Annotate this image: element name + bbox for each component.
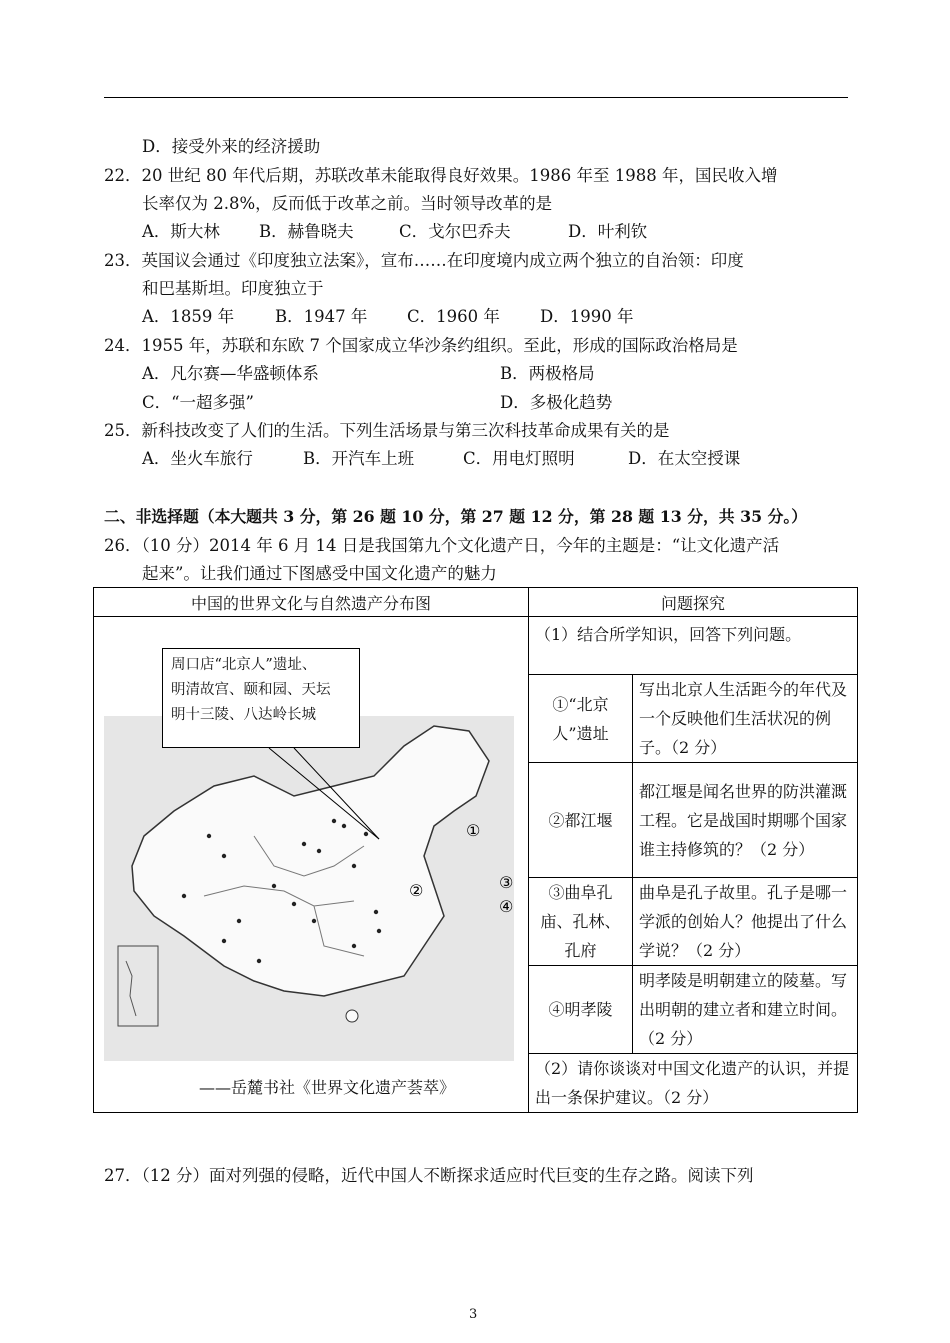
q26-stem-line1: 26．（10 分）2014 年 6 月 14 日是我国第九个文化遗产日，今年的主题是：“让文化遗产活: [104, 536, 780, 555]
q25-option-b: B．开汽车上班: [303, 449, 415, 468]
q26-stem-line2: 起来”。让我们通过下图感受中国文化遗产的魅力: [142, 564, 497, 583]
q22-option-d: D．叶利钦: [568, 222, 648, 241]
page-number: 3: [469, 1307, 478, 1322]
header-rule: [104, 97, 848, 98]
callout-line-2: 明清故宫、颐和园、天坛: [171, 682, 331, 698]
marker-2: ②: [409, 881, 424, 900]
q23-option-b: B．1947 年: [275, 307, 368, 326]
question-qufu: 曲阜是孔子故里。孔子是哪一学派的创始人？他提出了什么学说？（2 分）: [633, 878, 858, 966]
row-label-line: ①“北京: [552, 694, 609, 714]
q24-option-a: A．凡尔赛—华盛顿体系: [142, 364, 319, 383]
q25-option-a: A．坐火车旅行: [142, 449, 253, 468]
q23-option-d: D．1990 年: [540, 307, 634, 326]
q22-option-b: B．赫鲁晓夫: [259, 222, 354, 241]
row-label-line: 庙、孔林、: [540, 912, 621, 931]
question-peking-man: 写出北京人生活距今的年代及一个反映他们生活状况的例子。（2 分）: [633, 675, 858, 763]
q22-option-c: C．戈尔巴乔夫: [399, 222, 511, 241]
q25-stem-line1: 25．新科技改变了人们的生活。下列生活场景与第三次科技革命成果有关的是: [104, 421, 670, 440]
row-label-dujiangyan: [529, 763, 633, 878]
question-ming-xiaoling: 明孝陵是明朝建立的陵墓。写出明朝的建立者和建立时间。（2 分）: [633, 966, 858, 1054]
row-label-line: ③曲阜孔: [548, 883, 613, 902]
q24-stem-line1: 24．1955 年，苏联和东欧 7 个国家成立华沙条约组织。至此，形成的国际政治格局是: [104, 336, 738, 355]
q25-option-c: C．用电灯照明: [463, 449, 575, 468]
q27-stem-line1: 27．（12 分）面对列强的侵略，近代中国人不断探求适应时代巨变的生存之路。阅读下列: [104, 1166, 754, 1185]
section-two-heading: 二、非选择题（本大题共 3 分，第 26 题 10 分，第 27 题 12 分，第 28 题 13 分，共 35 分。）: [104, 507, 808, 526]
map-source-caption: ——岳麓书社《世界文化遗产荟萃》: [199, 1078, 456, 1097]
row-label-line: ④明孝陵: [548, 1000, 613, 1019]
heritage-table: [93, 587, 858, 1113]
q24-option-b: B．两极格局: [500, 364, 595, 383]
row-label-peking-man: [529, 675, 633, 763]
q26-part1-intro: （1）结合所学知识，回答下列问题。: [529, 617, 858, 675]
callout-line-1: 周口店“北京人”遗址、: [171, 657, 317, 673]
beijing-heritage-callout: [162, 648, 360, 748]
q23-option-c: C．1960 年: [407, 307, 500, 326]
q24-option-d: D．多极化趋势: [500, 393, 613, 412]
q26-part2: （2）请你谈谈对中国文化遗产的认识，并提出一条保护建议。（2 分）: [529, 1054, 858, 1113]
q25-option-d: D．在太空授课: [628, 449, 741, 468]
row-label-qufu: [529, 878, 633, 966]
q22-stem-line1: 22．20 世纪 80 年代后期，苏联改革未能取得良好效果。1986 年至 1988 年，国民收入增: [104, 166, 778, 185]
marker-4: ④: [499, 897, 514, 916]
q22-stem-line2: 长率仅为 2.8%，反而低于改革之前。当时领导改革的是: [142, 194, 553, 213]
q22-option-a: A．斯大林: [142, 222, 220, 241]
q23-stem-line2: 和巴基斯坦。印度独立于: [142, 279, 324, 298]
q23-option-a: A．1859 年: [142, 307, 235, 326]
marker-1: ①: [466, 821, 481, 840]
question-dujiangyan: 都江堰是闻名世界的防洪灌溉工程。它是战国时期哪个国家谁主持修筑的？（2 分）: [633, 763, 858, 878]
row-label-line: ②都江堰: [548, 810, 613, 830]
row-label-ming-xiaoling: [529, 966, 633, 1054]
table-header-questions: 问题探究: [529, 588, 858, 617]
q23-stem-line1: 23．英国议会通过《印度独立法案》，宣布……在印度境内成立两个独立的自治领：印度: [104, 251, 744, 270]
q21-option-d: D．接受外来的经济援助: [142, 137, 321, 156]
row-label-line: 人”遗址: [552, 723, 609, 743]
map-cell: [94, 617, 529, 1113]
table-header-map: 中国的世界文化与自然遗产分布图: [94, 588, 529, 617]
marker-3: ③: [499, 873, 514, 892]
q24-option-c: C．“一超多强”: [142, 393, 254, 412]
row-label-line: 孔府: [564, 941, 597, 960]
callout-line-3: 明十三陵、八达岭长城: [171, 707, 316, 723]
